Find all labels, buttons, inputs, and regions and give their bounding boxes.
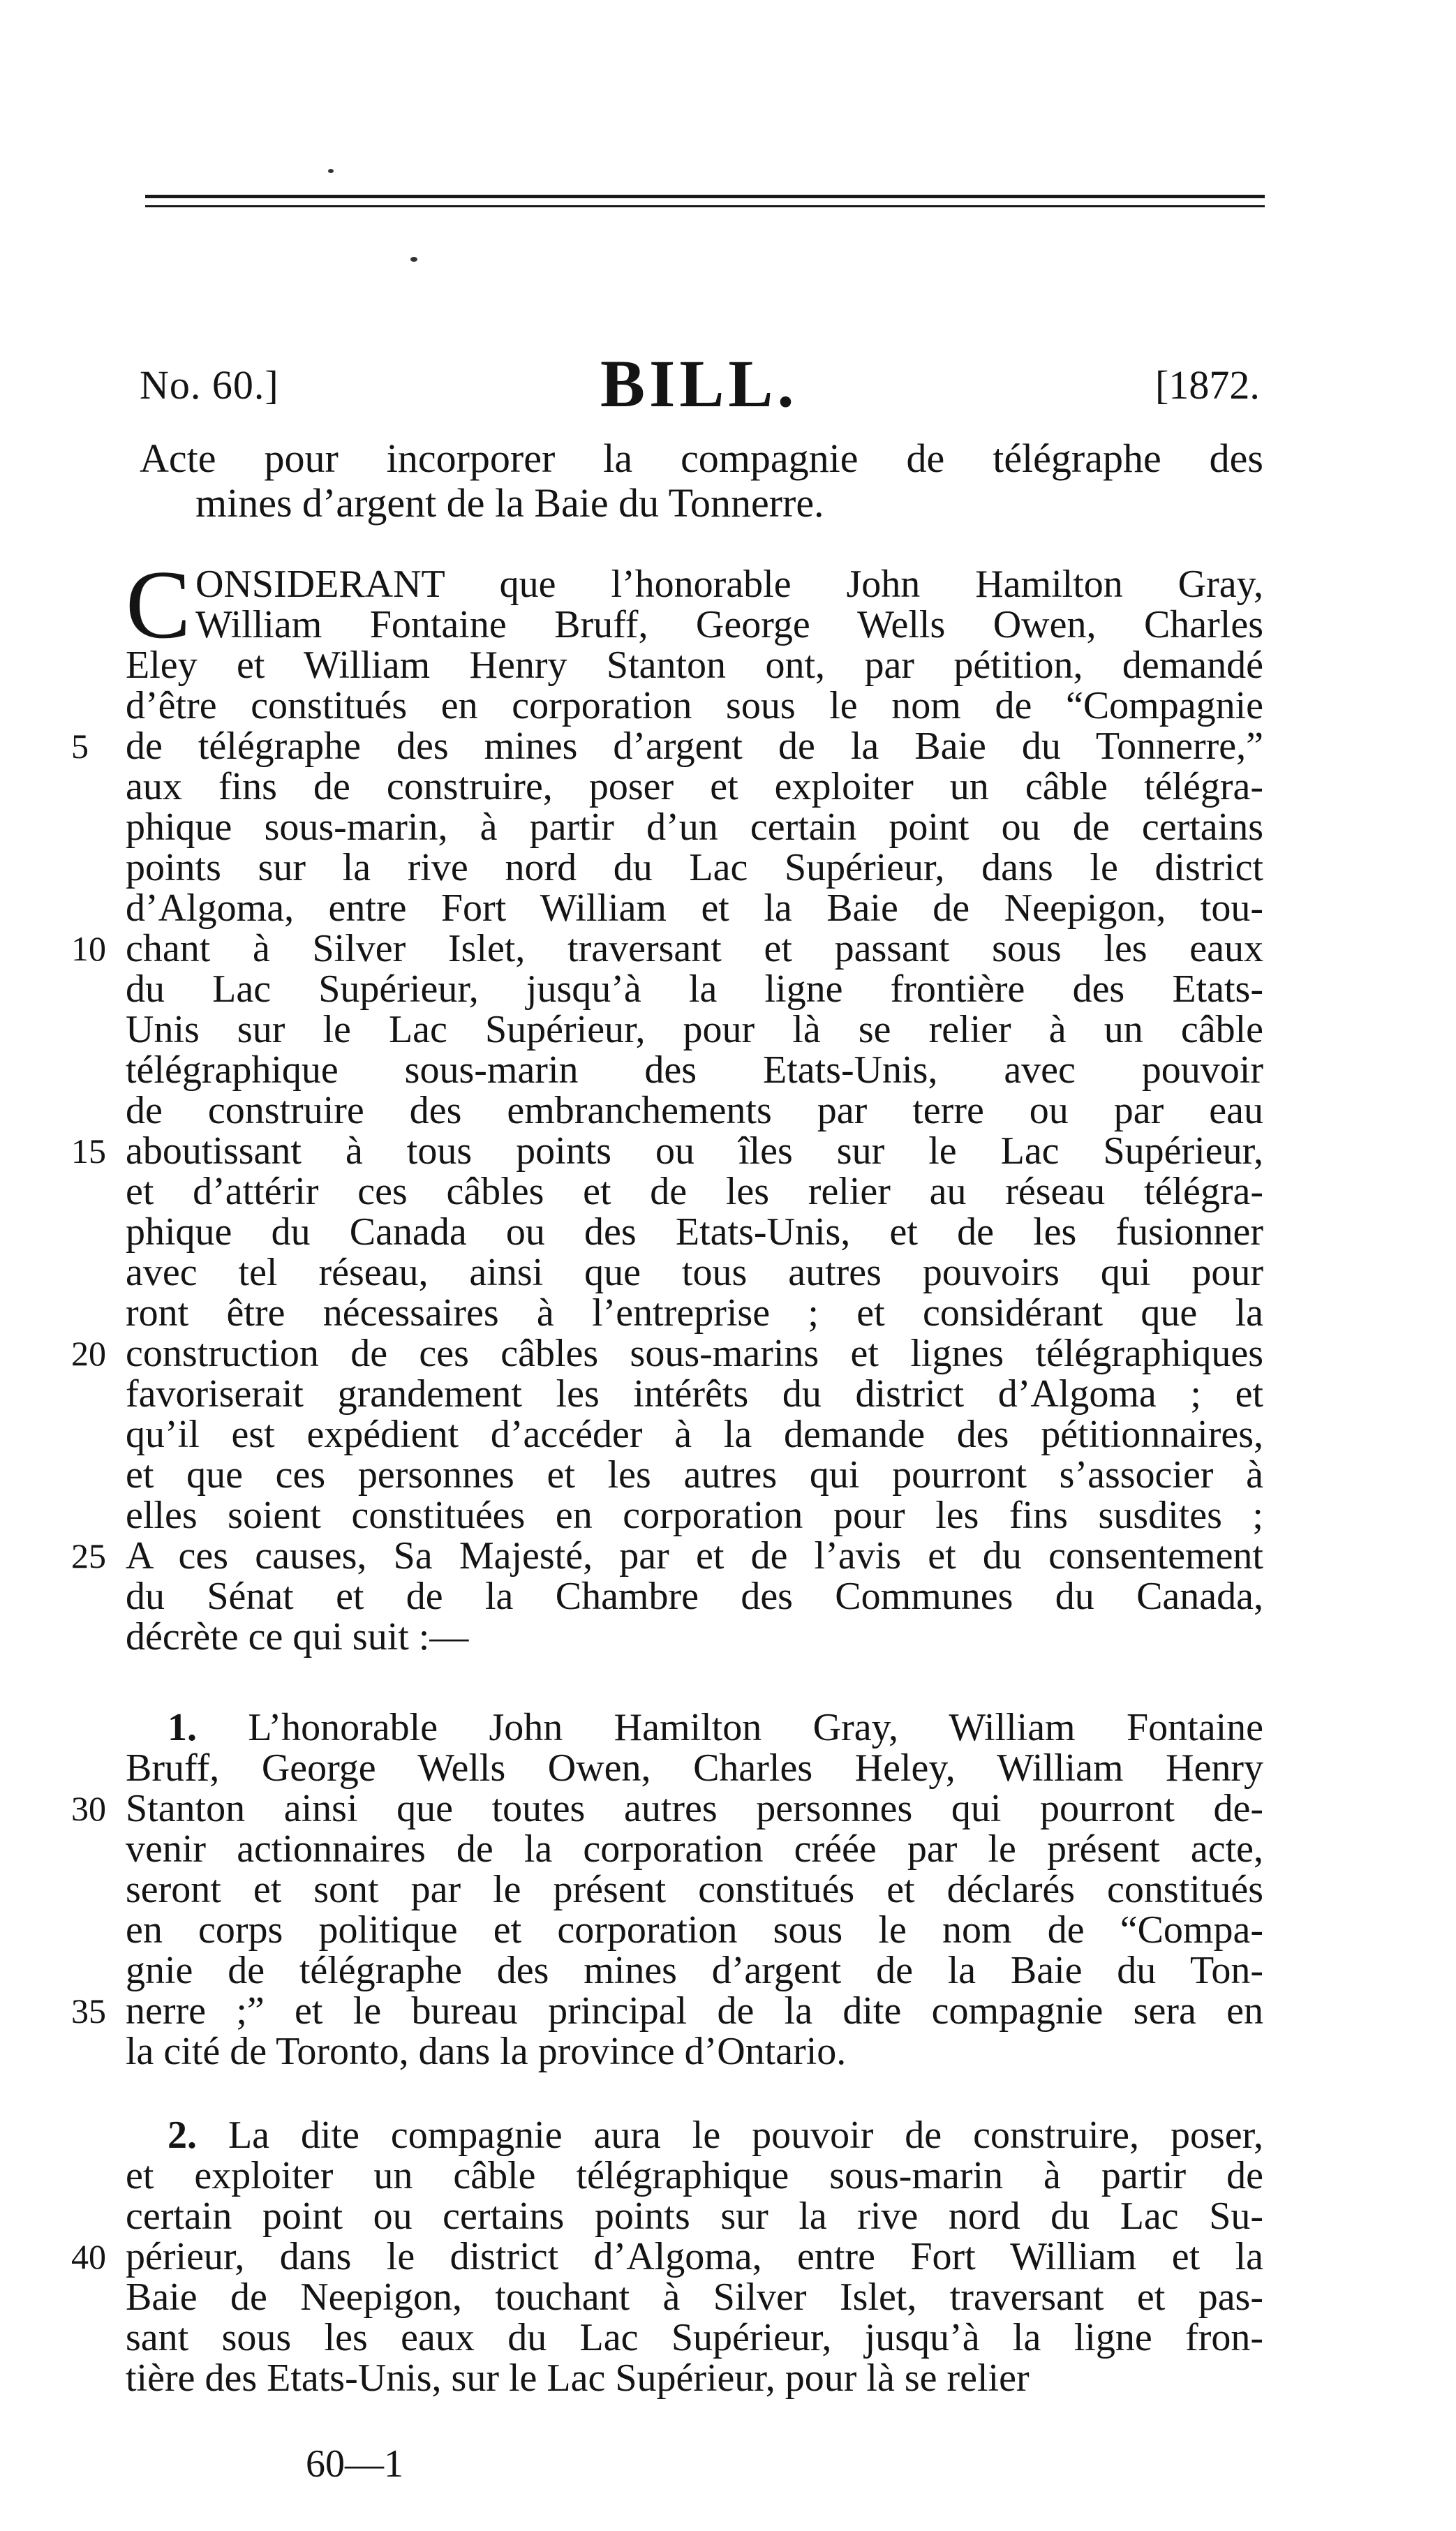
printer-signature: 60—1 <box>306 2442 403 2486</box>
act-title-line: mines d’argent de la Baie du Tonnerre. <box>195 480 824 526</box>
line-number: 5 <box>71 727 89 766</box>
drop-cap: C <box>126 551 191 659</box>
line-number: 30 <box>71 1789 106 1828</box>
text-line <box>126 1374 1263 1414</box>
line-text: venir actionnaires de la corporation créée par le présent acte, <box>126 1827 1263 1871</box>
text-line <box>126 2031 1263 2072</box>
line-text: et d’attérir ces câbles et de les relier au réseau télégra- <box>126 1170 1263 1213</box>
line-text: points sur la rive nord du Lac Supérieur, dans le district <box>126 846 1263 889</box>
line-text: aboutissant à tous points ou îles sur le Lac Supérieur, <box>126 1129 1263 1173</box>
line-text: qu’il est expédient d’accéder à la demande des pétitionnaires, <box>126 1413 1263 1456</box>
bill-number: No. 60.] <box>140 362 279 408</box>
text-line <box>126 1293 1263 1333</box>
line-text: ONSIDERANT que l’honorable John Hamilton Gray, <box>195 563 1263 606</box>
text-line <box>126 1707 1263 1748</box>
text-line <box>126 1576 1263 1617</box>
line-text: du Lac Supérieur, jusqu’à la ligne frontière des Etats- <box>126 967 1263 1011</box>
preamble <box>71 551 1263 1658</box>
line-text: chant à Silver Islet, traversant et passant sous les eaux <box>126 927 1263 970</box>
text-line <box>71 1332 1263 1375</box>
line-text: phique sous-marin, à partir d’un certain point ou de certains <box>126 806 1263 849</box>
line-number: 35 <box>71 1991 106 2031</box>
line-text: Stanton ainsi que toutes autres personnes qui pourront de- <box>126 1787 1263 1830</box>
text-line <box>71 1787 1263 1830</box>
text-line <box>126 1869 1263 1910</box>
text-line <box>126 1455 1263 1495</box>
line-text: elles soient constituées en corporation pour les fins susdites ; <box>126 1494 1263 1537</box>
text-line <box>126 1414 1263 1455</box>
text-line <box>71 2235 1263 2278</box>
line-text: d’Algoma, entre Fort William et la Baie de Neepigon, tou- <box>126 886 1263 930</box>
line-text: télégraphique sous-marin des Etats-Unis, avec pouvoir <box>126 1048 1263 1092</box>
line-text: périeur, dans le district d’Algoma, entre Fort William et la <box>126 2235 1263 2278</box>
text-line <box>126 604 1263 645</box>
line-text: Baie de Neepigon, touchant à Silver Islet, traversant et pas- <box>126 2276 1263 2319</box>
line-text: construction de ces câbles sous-marins et lignes télégraphiques <box>126 1332 1263 1375</box>
bill-title: BILL. <box>600 346 798 421</box>
text-line <box>126 2115 1263 2155</box>
line-text: décrète ce qui suit :— <box>126 1615 469 1658</box>
line-text: gnie de télégraphe des mines d’argent de la Baie du Ton- <box>126 1949 1263 1992</box>
text-line <box>126 2277 1263 2317</box>
text-line <box>126 2155 1263 2196</box>
line-text: tière des Etats-Unis, sur le Lac Supérieur, pour là se relier <box>126 2356 1030 2400</box>
print-speck <box>410 257 417 262</box>
text-line <box>126 2358 1263 2398</box>
text-line <box>126 1910 1263 1950</box>
line-text: A ces causes, Sa Majesté, par et de l’avis et du consentement <box>126 1534 1263 1578</box>
line-number: 40 <box>71 2237 106 2276</box>
act-title-line: Acte pour incorporer la compagnie de télégraphe des <box>140 436 1263 481</box>
text-line <box>126 888 1263 928</box>
line-text: Unis sur le Lac Supérieur, pour là se relier à un câble <box>126 1008 1263 1051</box>
line-text: seront et sont par le présent constitués et déclarés constitués <box>126 1868 1263 1911</box>
line-text: et exploiter un câble télégraphique sous-marin à partir de <box>126 2154 1263 2197</box>
text-line <box>126 1212 1263 1252</box>
line-text: aux fins de construire, poser et exploiter un câble télégra- <box>126 765 1263 808</box>
line-text: Eley et William Henry Stanton ont, par pétition, demandé <box>126 644 1263 687</box>
line-text: du Sénat et de la Chambre des Communes du Canada, <box>126 1575 1263 1618</box>
line-text: Bruff, George Wells Owen, Charles Heley, William Henry <box>126 1746 1263 1790</box>
text-line <box>126 1495 1263 1536</box>
line-text: sant sous les eaux du Lac Supérieur, jusqu’à la ligne fron- <box>126 2316 1263 2359</box>
line-text: William Fontaine Bruff, George Wells Owen, Charles <box>195 603 1263 646</box>
top-rule-thick <box>145 195 1265 198</box>
text-line <box>71 1534 1263 1578</box>
text-line <box>71 1129 1263 1173</box>
line-number: 10 <box>71 929 106 968</box>
line-text: de télégraphe des mines d’argent de la Baie du Tonnerre,” <box>126 725 1263 768</box>
section-number: 1. <box>168 1706 197 1749</box>
line-number: 25 <box>71 1536 106 1575</box>
line-text: certain point ou certains points sur la rive nord du Lac Su- <box>126 2195 1263 2238</box>
text-line <box>71 725 1263 768</box>
line-number: 20 <box>71 1334 106 1373</box>
text-line <box>126 847 1263 888</box>
text-line <box>126 1050 1263 1090</box>
text-line <box>126 969 1263 1009</box>
line-text: nerre ;” et le bureau principal de la dite compagnie sera en <box>126 1989 1263 2033</box>
line-text: la cité de Toronto, dans la province d’Ontario. <box>126 2030 847 2073</box>
section-number: 2. <box>168 2114 197 2157</box>
text-line <box>126 1252 1263 1293</box>
line-text: La dite compagnie aura le pouvoir de construire, poser, <box>228 2114 1264 2157</box>
line-text: et que ces personnes et les autres qui pourront s’associer à <box>126 1453 1263 1497</box>
text-line <box>71 1989 1263 2033</box>
line-text: favoriserait grandement les intérêts du district d’Algoma ; et <box>126 1372 1263 1416</box>
line-text: de construire des embranchements par terre ou par eau <box>126 1089 1263 1132</box>
text-line <box>126 685 1263 726</box>
text-line <box>126 1748 1263 1788</box>
text-line <box>126 1617 1263 1657</box>
text-line <box>126 766 1263 807</box>
act-title <box>140 436 1263 526</box>
line-text: d’être constitués en corporation sous le nom de “Compagnie <box>126 684 1263 727</box>
text-line <box>126 1009 1263 1050</box>
bill-header <box>0 346 1456 426</box>
line-text: L’honorable John Hamilton Gray, William Fontaine <box>248 1706 1263 1749</box>
section-2 <box>71 2114 1264 2400</box>
text-line <box>126 1829 1263 1869</box>
text-line <box>126 1171 1263 1212</box>
line-text: phique du Canada ou des Etats-Unis, et de les fusionner <box>126 1210 1263 1254</box>
text-line <box>126 645 1263 685</box>
section-1 <box>71 1706 1263 2073</box>
line-text: ront être nécessaires à l’entreprise ; et considérant que la <box>126 1291 1263 1335</box>
text-line <box>71 927 1263 970</box>
text-line <box>126 807 1263 847</box>
line-text: avec tel réseau, ainsi que tous autres pouvoirs qui pour <box>126 1251 1263 1294</box>
line-number: 15 <box>71 1131 106 1171</box>
text-line <box>126 564 1263 604</box>
text-line <box>126 2196 1263 2236</box>
print-speck <box>328 169 334 173</box>
top-rule-thin <box>145 205 1265 207</box>
text-line <box>126 1950 1263 1991</box>
bill-year: [1872. <box>1155 362 1260 408</box>
text-line <box>126 1090 1263 1131</box>
line-text: en corps politique et corporation sous le nom de “Compa- <box>126 1908 1263 1952</box>
text-line <box>126 2317 1263 2358</box>
